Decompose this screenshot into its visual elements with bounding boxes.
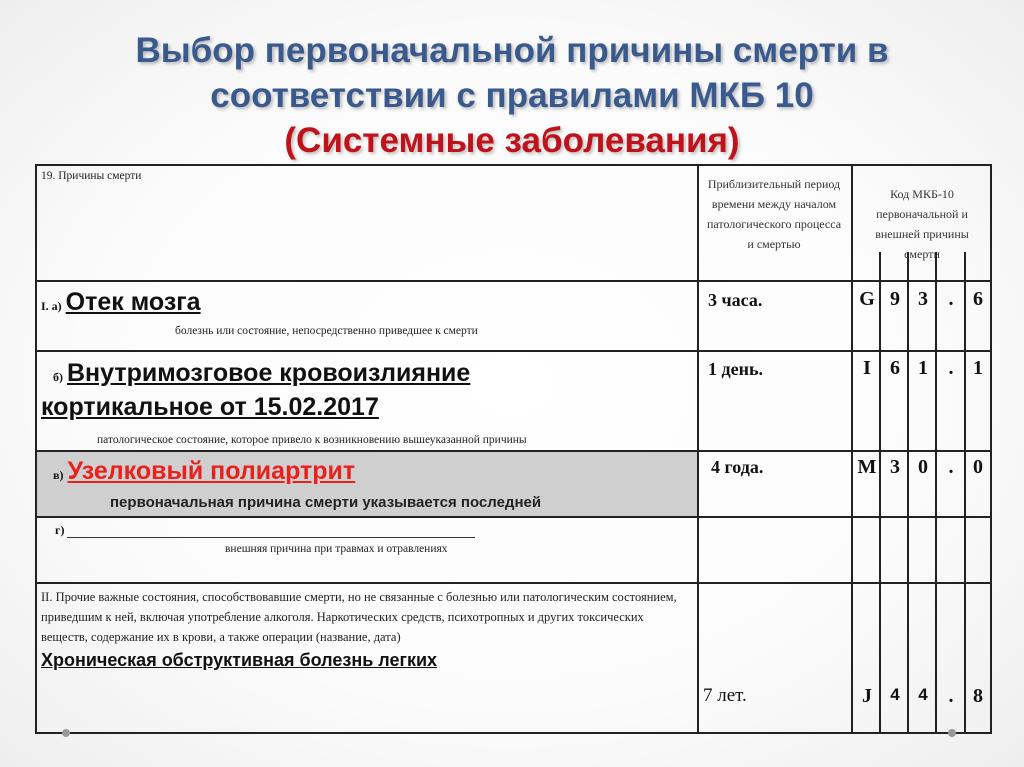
code-char: J xyxy=(862,685,872,707)
border-top xyxy=(35,164,992,166)
code-char: 3 xyxy=(890,456,900,478)
header-code: Код МКБ-10 первоначальной и внешней причины смерти xyxy=(875,187,969,261)
code-char: . xyxy=(948,456,954,478)
col-divider xyxy=(697,164,699,734)
border-right xyxy=(990,164,992,734)
row-b xyxy=(41,356,691,424)
code-char: . xyxy=(948,357,954,379)
code-char: 1 xyxy=(973,357,983,379)
diagnosis-line-2: кортикальное от 15.02.2017 xyxy=(41,393,379,421)
slide-title xyxy=(0,28,1024,163)
duration: 4 года. xyxy=(711,457,764,477)
row-divider xyxy=(35,516,992,518)
death-certificate-table xyxy=(35,164,992,734)
code-col-divider xyxy=(879,252,881,734)
title-line-1: Выбор первоначальной причины смерти в xyxy=(135,31,889,70)
diagnosis-line-1: Внутримозговое кровоизлияние xyxy=(67,359,471,387)
row-note: патологическое состояние, которое привело к возникновению вышеуказанной причины xyxy=(97,434,527,446)
header-period: Приблизительный период времени между началом патологического процесса и смертью xyxy=(706,177,842,251)
part2-diagnosis: Хроническая обструктивная болезнь легких xyxy=(41,650,438,670)
code-col-divider xyxy=(907,252,909,734)
row-divider xyxy=(35,350,992,352)
row-label: г) xyxy=(55,523,65,537)
code-char: I xyxy=(863,357,871,379)
col-divider xyxy=(851,164,853,734)
code-col-divider xyxy=(964,252,966,734)
code-char: 0 xyxy=(973,456,983,478)
code-char: 0 xyxy=(918,456,928,478)
row-label: б) xyxy=(53,370,63,384)
code-char: 1 xyxy=(918,357,928,379)
code-char: 8 xyxy=(973,685,983,707)
code-char: 3 xyxy=(918,288,928,310)
code-char: 4 xyxy=(918,685,928,704)
diagnosis: Узелковый полиартрит xyxy=(67,457,356,485)
code-char: G xyxy=(859,288,875,310)
part2-text: II. Прочие важные состояния, способствовавшие смерти, но не связанные с болезнью или патологическим состоянием, приведшим к ней, включая употребление алкоголя. Наркотических средств, психотропных и других токсических веществ, содержание их в крови, а также операции (название, дата) xyxy=(41,590,677,644)
row-note: внешняя причина при травмах и отравлениях xyxy=(225,543,448,555)
row-note: болезнь или состояние, непосредственно приведшее к смерти xyxy=(175,325,478,337)
code-char: M xyxy=(857,456,877,478)
row-label: в) xyxy=(53,468,64,482)
code-col-divider xyxy=(935,252,937,734)
row-c xyxy=(41,454,691,488)
row-note: первоначальная причина смерти указывается последней xyxy=(110,494,542,511)
duration: 1 день. xyxy=(708,359,763,379)
border-left xyxy=(35,164,37,734)
decor-dot-right xyxy=(948,729,956,737)
row-divider xyxy=(35,280,992,282)
code-char: . xyxy=(948,685,954,707)
row-divider xyxy=(35,450,992,452)
blank-line xyxy=(67,537,475,538)
code-char: 6 xyxy=(890,357,900,379)
row-divider xyxy=(35,582,992,584)
diagnosis: Отек мозга xyxy=(65,288,201,316)
code-char: . xyxy=(948,288,954,310)
code-char: 9 xyxy=(890,288,900,310)
row-label: I. а) xyxy=(41,299,62,313)
decor-dot-left xyxy=(62,729,70,737)
row-a xyxy=(41,285,691,319)
title-line-3: (Системные заболевания) xyxy=(284,121,740,160)
title-line-2: соответствии с правилами МКБ 10 xyxy=(210,76,814,115)
duration: 3 часа. xyxy=(708,290,763,310)
duration: 7 лет. xyxy=(703,685,747,706)
code-char: 4 xyxy=(890,685,900,704)
code-char: 6 xyxy=(973,288,983,310)
header-causes: 19. Причины смерти xyxy=(41,170,142,182)
border-bottom xyxy=(35,732,992,734)
